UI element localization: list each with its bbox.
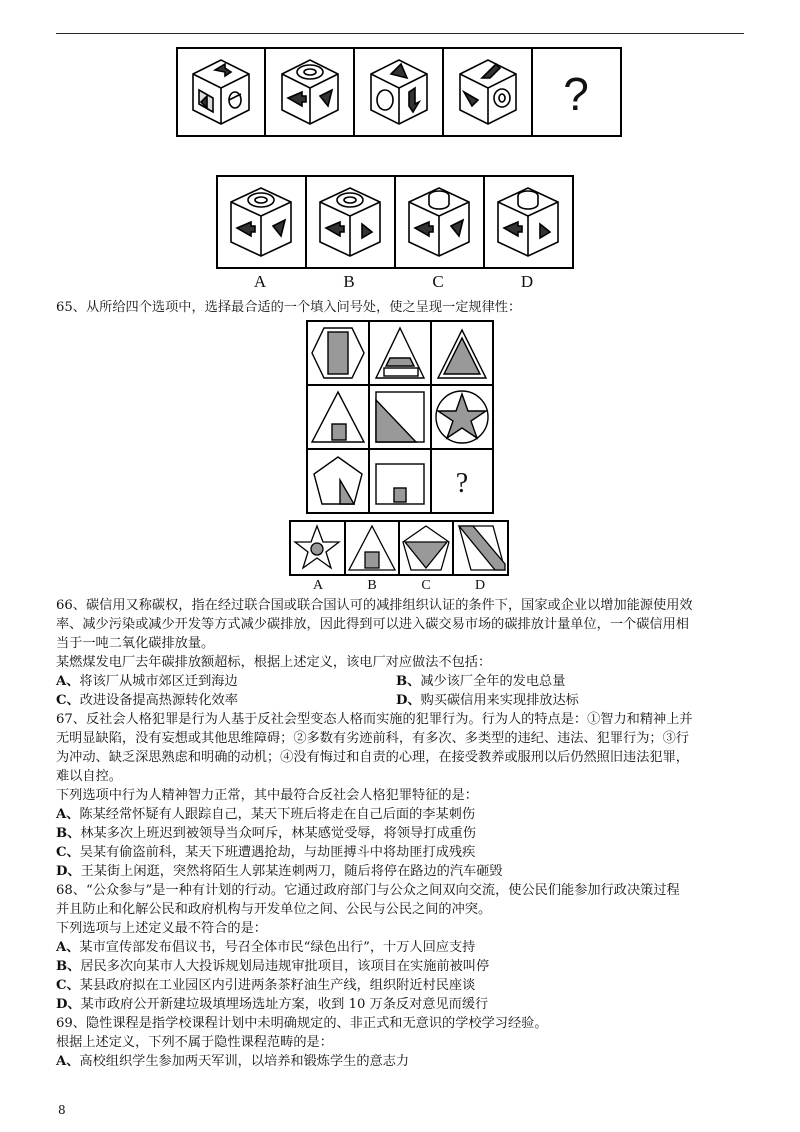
option-label-d: D [520, 272, 534, 291]
q66-option-d[interactable]: D、购买碳信用来实现排放达标 [396, 693, 579, 708]
grid-cell-5 [376, 392, 424, 442]
q67-line-1: 67、反社会人格犯罪是行为人基于反社会型变态人格而实施的犯罪行为。行为人的特点是：①智力和精神上并 [56, 712, 693, 727]
q67-line-3: 为冲动、缺乏深思熟虑和明确的动机；④没有悔过和自责的心理，在接受教养或服刑以后仍然照旧违法犯罪， [56, 750, 689, 765]
q69-option-a[interactable]: A、高校组织学生参加两天军训，以培养和锻炼学生的意志力 [56, 1054, 410, 1069]
q68-line-2: 并且防止和化解公民和政府机构与开发单位之间、公民与公民之间的冲突。 [56, 902, 492, 917]
q66-options-row-1 [56, 672, 748, 691]
shape-option-b [349, 526, 395, 570]
q66-option-a[interactable]: A、将该厂从城市郊区迁到海边 [56, 674, 238, 689]
shape-label-a: A [312, 578, 324, 593]
q67-line-4: 难以自控。 [56, 769, 122, 784]
q67-option-a[interactable]: A、陈某经常怀疑有人跟踪自己，某天下班后将走在自己后面的李某刺伤 [56, 807, 476, 822]
grid-cell-4 [312, 392, 364, 442]
cube-sequence-figure [176, 46, 624, 138]
shape-label-b: B [367, 578, 377, 593]
question-65-stem: 65、从所给四个选项中，选择最合适的一个填入问号处，使之呈现一定规律性： [56, 300, 522, 315]
grid-question-mark: ? [455, 468, 469, 499]
q68-line-3: 下列选项与上述定义最不符合的是： [56, 921, 267, 936]
cube-4 [460, 60, 516, 124]
q67-option-d[interactable]: D、王某街上闲逛，突然将陌生人郭某连刺两刀，随后将停在路边的汽车砸毁 [56, 864, 503, 879]
option-label-b: B [343, 272, 355, 291]
option-label-a: A [253, 272, 267, 291]
option-cube-b [320, 188, 380, 256]
question-68 [56, 881, 748, 1014]
shape-option-a [295, 526, 339, 568]
q66-line-2: 率、减少污染或减少开发等方式减少碳排放，因此得到可以进入碳交易市场的碳排放计量单位，一个碳信用相 [56, 617, 689, 632]
q66-options-row-2 [56, 691, 748, 710]
q66-line-1: 66、碳信用又称碳权，指在经过联合国或联合国认可的减排组织认证的条件下，国家或企业以增加能源使用效 [56, 598, 693, 613]
cube-1 [193, 60, 249, 124]
grid-cell-7 [314, 457, 362, 504]
q68-line-1: 68、“公众参与”是一种有计划的行动。它通过政府部门与公众之间双向交流，使公民们能参加行政决策过程 [56, 883, 680, 898]
grid-cell-6 [436, 391, 488, 443]
q66-line-3: 当于一吨二氧化碳排放量。 [56, 636, 215, 651]
q68-option-b[interactable]: B、居民多次向某市人大投诉规划局违规审批项目，该项目在实施前被叫停 [56, 959, 490, 974]
question-mark: ? [563, 68, 589, 120]
option-cube-d [498, 188, 558, 256]
grid-cell-3 [438, 330, 486, 378]
shape-label-c: C [421, 578, 431, 593]
cube-3 [371, 60, 427, 124]
q67-line-2: 无明显缺陷，没有妄想或其他思维障碍；②多数有劣迹前科，有多次、多类型的违纪、违法、犯罪行为；③行 [56, 731, 689, 746]
page-number: 8 [58, 1103, 66, 1117]
shape-option-c [403, 526, 449, 570]
q67-line-5: 下列选项中行为人精神智力正常，其中最符合反社会人格犯罪特征的是： [56, 788, 478, 803]
q68-option-c[interactable]: C、某县政府拟在工业园区内引进两条茶籽油生产线，组织附近村民座谈 [56, 978, 476, 993]
question-66 [56, 596, 748, 710]
shape-option-d [459, 526, 505, 570]
q68-option-a[interactable]: A、某市宣传部发布倡议书，号召全体市民“绿色出行”，十万人回应支持 [56, 940, 476, 955]
q67-option-c[interactable]: C、吴某有偷盗前科，某天下班遭遇抢劫，与劫匪搏斗中将劫匪打成残疾 [56, 845, 476, 860]
q67-option-b[interactable]: B、林某多次上班迟到被领导当众呵斥，林某感觉受辱，将领导打成重伤 [56, 826, 476, 841]
grid-cell-1 [312, 328, 364, 378]
option-label-c: C [432, 272, 444, 291]
q69-line-2: 根据上述定义，下列不属于隐性课程范畴的是： [56, 1035, 333, 1050]
question-69 [56, 1014, 748, 1071]
q69-line-1: 69、隐性课程是指学校课程计划中未明确规定的、非正式和无意识的学校学习经验。 [56, 1016, 548, 1031]
q66-line-4: 某燃煤发电厂去年碳排放额超标，根据上述定义，该电厂对应做法不包括： [56, 655, 492, 670]
grid-cell-8 [376, 464, 424, 504]
option-cube-c [409, 188, 469, 256]
question-67 [56, 710, 748, 881]
q68-option-d[interactable]: D、某市政府公开新建垃圾填埋场选址方案，收到 10 万条反对意见而缓行 [56, 997, 489, 1012]
header-rule [56, 33, 744, 34]
shape-options-figure [289, 520, 511, 578]
cube-2 [282, 60, 338, 124]
shape-grid-figure [306, 320, 496, 516]
option-cube-a [231, 188, 291, 256]
cube-options-figure [216, 174, 576, 272]
q66-option-b[interactable]: B、减少该厂全年的发电总量 [396, 674, 566, 689]
q66-option-c[interactable]: C、改进设备提高热源转化效率 [56, 693, 238, 708]
grid-cell-2 [376, 328, 424, 378]
shape-label-d: D [474, 578, 486, 593]
